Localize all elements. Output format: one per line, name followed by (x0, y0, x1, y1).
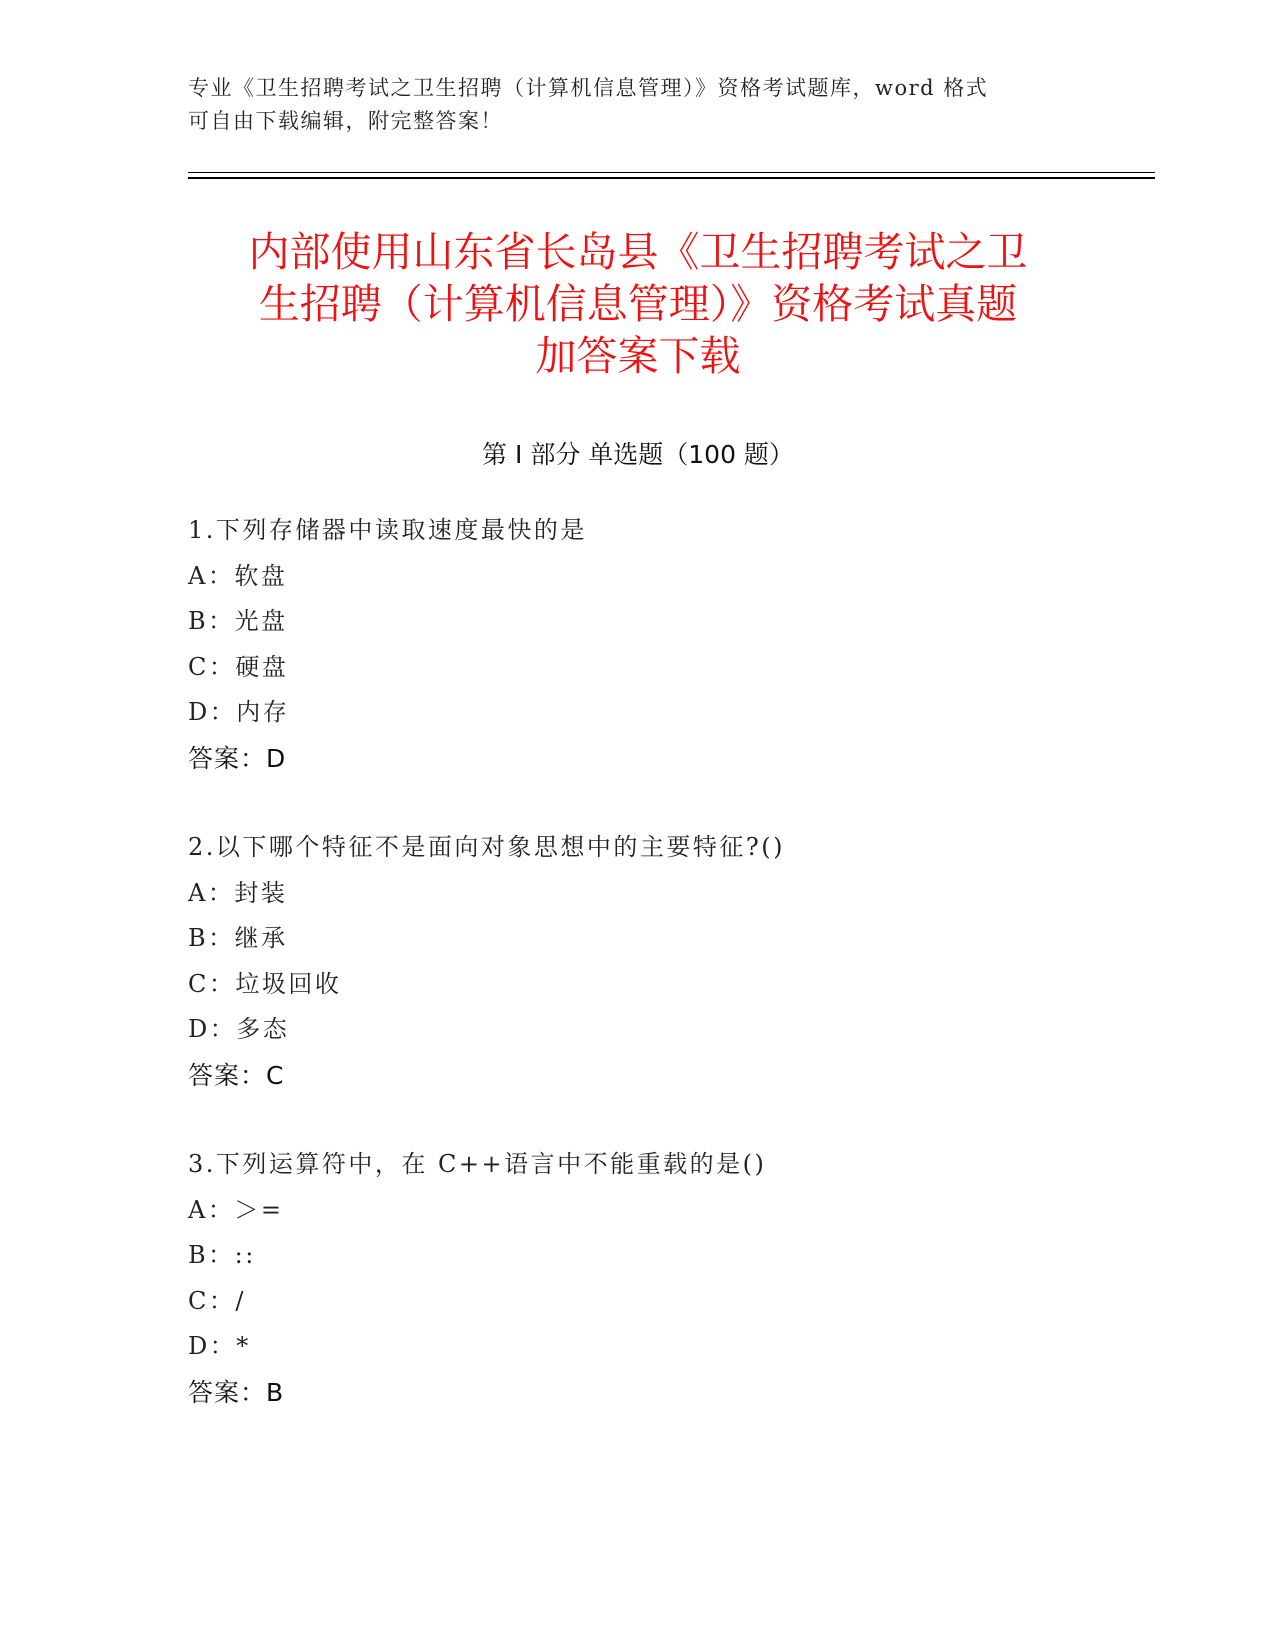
question-stem: 1.下列存储器中读取速度最快的是 (188, 516, 587, 544)
option-b (188, 599, 1088, 645)
question-1 (188, 508, 1088, 781)
header-divider-thick (188, 177, 1155, 179)
option-letter: D： (188, 1015, 237, 1043)
section-title: 第 I 部分 单选题（100 题） (482, 440, 794, 469)
answer-line: 答案：C (188, 1060, 285, 1090)
option-text: ＞= (234, 1195, 284, 1224)
option-d (188, 690, 1088, 736)
option-text: 垃圾回收 (235, 969, 342, 998)
document-title-line1: 内部使用山东省长岛县《卫生招聘考试之卫 (248, 228, 1028, 276)
option-text: :: (234, 1241, 256, 1269)
answer-line: 答案：D (188, 743, 287, 773)
option-a (188, 554, 1088, 600)
option-letter: A： (188, 561, 235, 590)
question-stem: 3.下列运算符中，在 C++语言中不能重载的是() (188, 1150, 767, 1178)
option-letter: B： (188, 924, 235, 952)
option-text: 继承 (234, 924, 288, 952)
option-text: * (236, 1332, 251, 1360)
option-letter: C： (188, 652, 236, 681)
question-2 (188, 825, 1088, 1098)
document-title-line2: 生招聘（计算机信息管理）》资格考试真题 (258, 280, 1018, 328)
option-c (188, 645, 1088, 691)
question-3 (188, 1142, 1088, 1415)
header-divider-thin (188, 172, 1155, 173)
option-letter: A： (188, 1195, 235, 1224)
option-b (188, 916, 1088, 962)
option-letter: C： (188, 1286, 236, 1315)
document-title (188, 226, 1088, 382)
option-letter: A： (188, 878, 235, 907)
option-letter: B： (188, 1241, 235, 1269)
option-c (188, 962, 1088, 1008)
option-letter: D： (188, 1332, 237, 1360)
option-d (188, 1007, 1088, 1053)
option-text: 光盘 (234, 607, 288, 635)
header-note (188, 72, 1068, 138)
option-letter: B： (188, 607, 235, 635)
option-text: 硬盘 (235, 652, 289, 681)
header-note-line2: 可自由下载编辑，附完整答案！ (188, 109, 503, 133)
question-stem: 2.以下哪个特征不是面向对象思想中的主要特征?() (188, 833, 785, 861)
option-letter: C： (188, 969, 236, 998)
document-title-line3: 加答案下载 (535, 332, 741, 380)
option-b (188, 1233, 1088, 1279)
option-c (188, 1279, 1088, 1325)
option-text: 封装 (234, 878, 288, 907)
option-a (188, 871, 1088, 917)
option-text: 内存 (236, 698, 290, 726)
option-d (188, 1324, 1088, 1370)
option-text: 软盘 (234, 561, 288, 590)
option-text: / (235, 1286, 246, 1315)
option-letter: D： (188, 698, 237, 726)
answer-line: 答案：B (188, 1377, 285, 1407)
option-text: 多态 (236, 1015, 290, 1043)
option-a (188, 1188, 1088, 1234)
header-note-line1: 专业《卫生招聘考试之卫生招聘（计算机信息管理）》资格考试题库，word 格式 (188, 76, 989, 100)
